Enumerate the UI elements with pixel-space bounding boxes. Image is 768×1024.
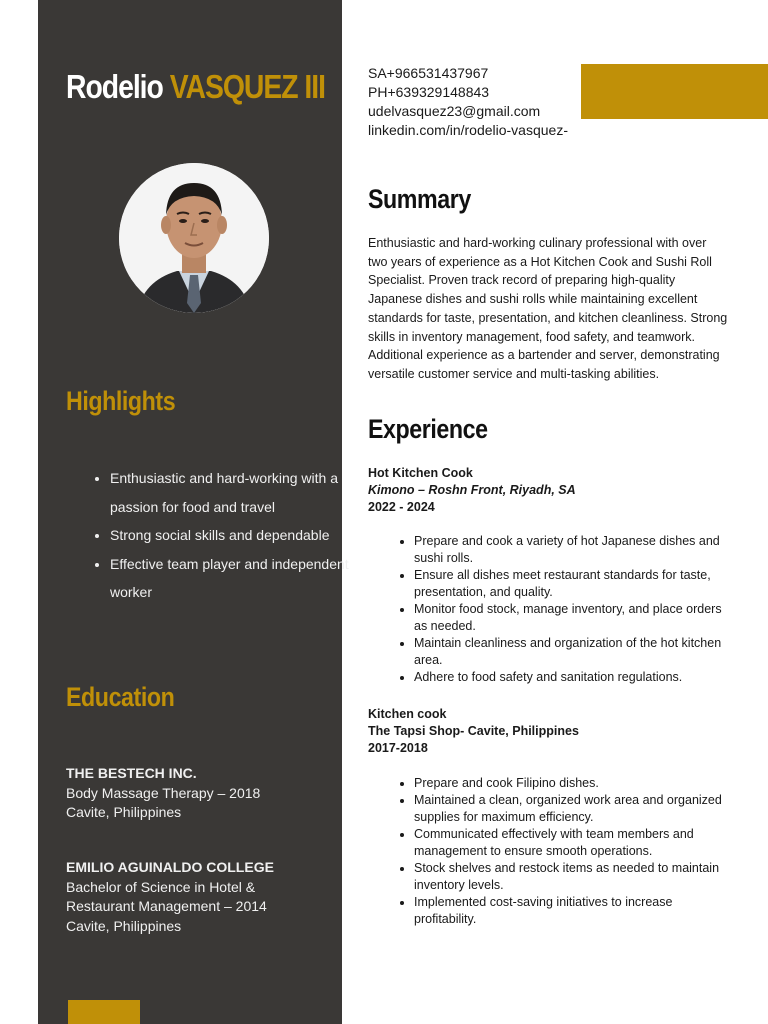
- job-years: 2022 - 2024: [368, 500, 435, 514]
- list-item: • Adhere to food safety and sanitation regulations.: [414, 669, 738, 686]
- education-detail: Bachelor of Science in Hotel &: [66, 878, 256, 895]
- experience-heading: Experience: [368, 414, 488, 444]
- list-item: • Stock shelves and restock items as needed to maintain inventory levels.: [414, 860, 738, 894]
- ph-phone: PH+639329148843: [368, 84, 490, 100]
- job-years: 2017-2018: [368, 741, 428, 755]
- education-detail: Body Massage Therapy – 2018: [66, 784, 261, 801]
- education-entry: [66, 764, 336, 823]
- job-place: The Tapsi Shop- Cavite, Philippines: [368, 724, 579, 738]
- list-item: • Ensure all dishes meet restaurant standards for taste, presentation, and quality.: [414, 567, 738, 601]
- summary-text: Enthusiastic and hard-working culinary professional with over two years of experience as a Hot Kitchen Cook and Sushi Roll Specialist. Proven track record of preparing high-quality Japanese dishes and sushi rolls while maintaining excellent standards for taste, presentation, and kitchen cleanliness. Strong skills in inventory management, food safety, and teamwork. Additional experience as a bartender and server, demonstrating versatile customer service and multi-tasking abilities.: [368, 236, 728, 381]
- job-duties: [368, 533, 738, 686]
- highlights-heading: Highlights: [66, 386, 176, 416]
- list-item: • Prepare and cook a variety of hot Japanese dishes and sushi rolls.: [414, 533, 738, 567]
- education-detail: Cavite, Philippines: [66, 917, 182, 934]
- list-item: • Maintained a clean, organized work area and organized supplies for maximum efficiency.: [414, 792, 738, 826]
- list-item: • Prepare and cook Filipino dishes.: [414, 775, 738, 792]
- list-item: • Maintain cleanliness and organization of the hot kitchen area.: [414, 635, 738, 669]
- accent-banner: [581, 64, 768, 119]
- email-link[interactable]: udelvasquez23@gmail.com: [368, 103, 541, 119]
- linkedin-link[interactable]: linkedin.com/in/rodelio-vasquez-: [368, 122, 568, 138]
- list-item: • Effective team player and independent worker: [110, 550, 350, 607]
- list-item: • Monitor food stock, manage inventory, and place orders as needed.: [414, 601, 738, 635]
- list-item: • Strong social skills and dependable: [110, 521, 350, 550]
- accent-block: [68, 1000, 140, 1024]
- job-duties: [368, 775, 738, 928]
- sidebar: [38, 0, 349, 1024]
- list-item: • Implemented cost-saving initiatives to increase profitability.: [414, 894, 738, 928]
- school-name: EMILIO AGUINALDO COLLEGE: [66, 859, 274, 875]
- profile-photo: [119, 163, 269, 313]
- job-entry: [368, 706, 738, 928]
- portrait-image: [119, 163, 269, 313]
- school-name: THE BESTECH INC.: [66, 765, 197, 781]
- contact-info: [368, 64, 568, 140]
- job-title: Hot Kitchen Cook: [368, 466, 473, 480]
- education-entry: [66, 858, 336, 936]
- first-name: Rodelio: [66, 68, 163, 105]
- education-detail: Restaurant Management – 2014: [66, 898, 267, 914]
- person-name: [66, 68, 325, 106]
- list-item: • Enthusiastic and hard-working with a passion for food and travel: [110, 464, 350, 521]
- highlights-list: [88, 464, 350, 607]
- job-place: Kimono – Roshn Front, Riyadh, SA: [368, 483, 576, 497]
- saudi-phone: SA+966531437967: [368, 65, 489, 81]
- education-heading: Education: [66, 682, 175, 712]
- job-title: Kitchen cook: [368, 707, 447, 721]
- list-item: • Communicated effectively with team members and management to ensure smooth operations.: [414, 826, 738, 860]
- job-entry: [368, 465, 738, 686]
- education-detail: Cavite, Philippines: [66, 804, 182, 820]
- summary-heading: Summary: [368, 184, 471, 214]
- last-name: VASQUEZ III: [169, 68, 325, 105]
